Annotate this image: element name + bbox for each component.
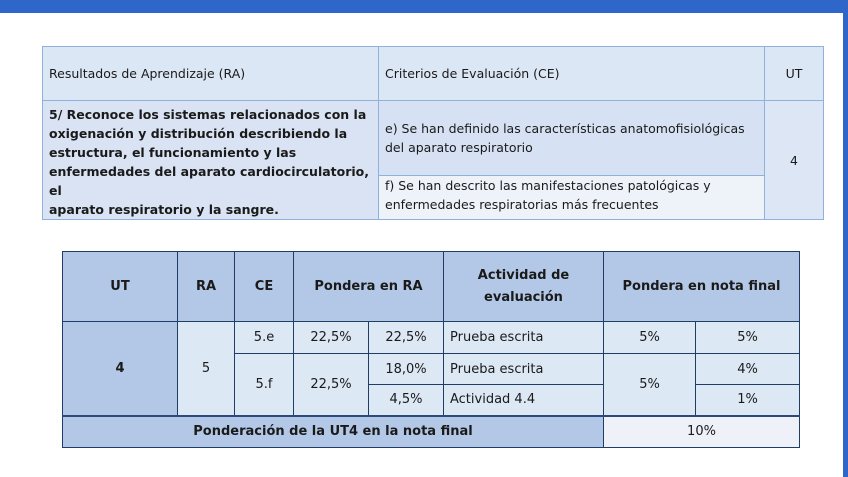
col-ra: RA xyxy=(178,252,235,322)
ce-weight-cell: 22,5% xyxy=(294,322,369,354)
final-activity-cell: 5% xyxy=(696,322,800,354)
activity-weight-cell: 22,5% xyxy=(369,322,444,354)
final-ce-cell: 5% xyxy=(604,354,696,416)
ce-cell: 5.e xyxy=(235,322,294,354)
learning-outcomes-table xyxy=(42,46,824,220)
ce-e xyxy=(379,101,765,176)
ut-cell: 4 xyxy=(63,322,178,416)
ce-e-line: e) Se han definido las características anatomofisiológicas xyxy=(385,120,745,136)
table-row xyxy=(63,322,800,354)
ce-e-line: del aparato respiratorio xyxy=(385,139,533,155)
col-pondera-final: Pondera en nota final xyxy=(604,252,800,322)
col-actividad-line2: evaluación xyxy=(484,289,563,305)
final-ce-cell: 5% xyxy=(604,322,696,354)
outcome-row xyxy=(43,101,824,176)
footer-value: 10% xyxy=(604,416,800,448)
col-actividad-line1: Actividad de xyxy=(477,267,570,283)
header-ra: Resultados de Aprendizaje (RA) xyxy=(43,47,379,101)
ce-f xyxy=(379,175,765,220)
top-frame-border xyxy=(0,0,848,13)
weighting-table xyxy=(62,251,800,448)
activity-cell: Actividad 4.4 xyxy=(444,385,604,416)
activity-weight-cell: 4,5% xyxy=(369,385,444,416)
footer-label: Ponderación de la UT4 en la nota final xyxy=(63,416,604,448)
activity-weight-cell: 18,0% xyxy=(369,354,444,385)
ra-line: 5/ Reconoce los sistemas relacionados con la xyxy=(49,107,367,122)
activity-cell: Prueba escrita xyxy=(444,354,604,385)
header-ce: Criterios de Evaluación (CE) xyxy=(379,47,765,101)
footer-row xyxy=(63,416,800,448)
activity-cell: Prueba escrita xyxy=(444,322,604,354)
ra-description xyxy=(43,101,379,220)
final-activity-cell: 1% xyxy=(696,385,800,416)
ce-f-line: enfermedades respiratorias más frecuentes xyxy=(385,196,659,212)
col-ut: UT xyxy=(63,252,178,322)
header-row xyxy=(43,47,824,101)
ra-line: oxigenación y distribución describiendo la xyxy=(49,126,348,141)
ut-value: 4 xyxy=(765,101,824,220)
weighting-header-row xyxy=(63,252,800,322)
ce-cell: 5.f xyxy=(235,354,294,416)
ra-cell: 5 xyxy=(178,322,235,416)
ra-line: aparato respiratorio y la sangre. xyxy=(49,202,279,217)
final-activity-cell: 4% xyxy=(696,354,800,385)
col-actividad xyxy=(444,252,604,322)
col-pondera-ra: Pondera en RA xyxy=(294,252,444,322)
ce-f-line: f) Se han descrito las manifestaciones patológicas y xyxy=(385,177,711,193)
ce-weight-cell: 22,5% xyxy=(294,354,369,416)
right-frame-border xyxy=(843,0,848,477)
ra-line: enfermedades del aparato cardiocirculatorio, el xyxy=(49,164,370,198)
col-ce: CE xyxy=(235,252,294,322)
ra-line: estructura, el funcionamiento y las xyxy=(49,145,297,160)
header-ut: UT xyxy=(765,47,824,101)
